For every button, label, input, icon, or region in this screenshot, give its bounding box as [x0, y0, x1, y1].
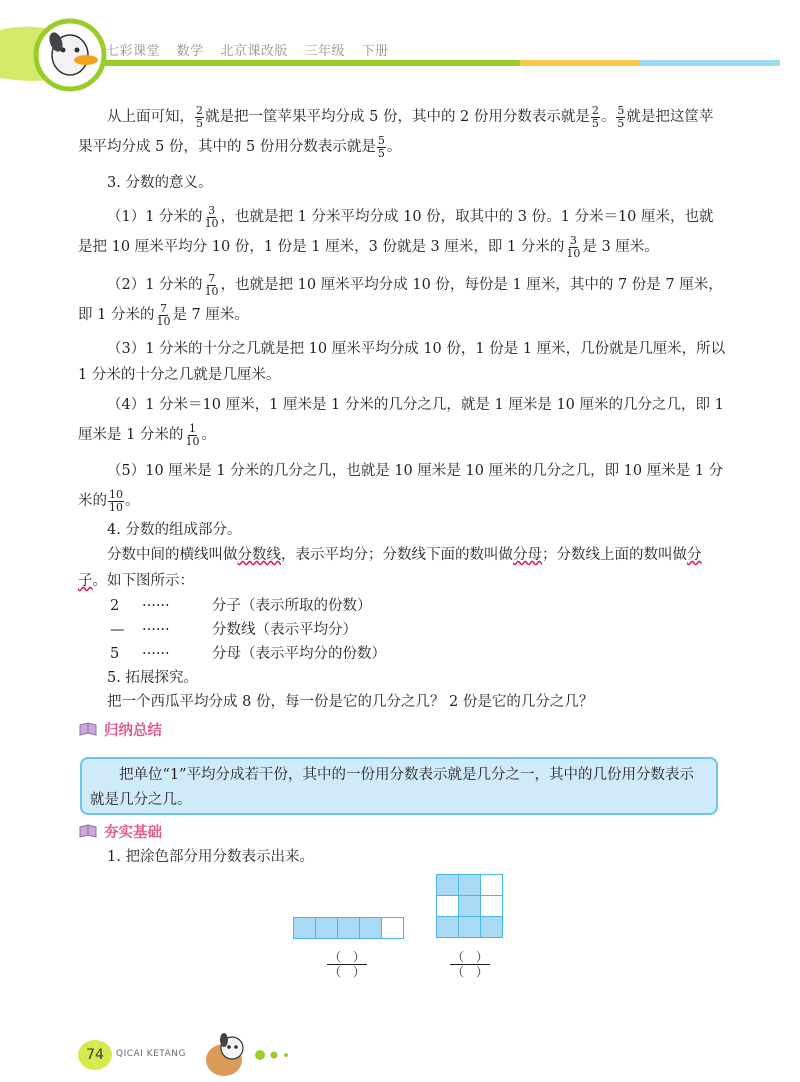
fraction [195, 105, 204, 130]
grid-cell [480, 916, 503, 938]
part-dots: ······ [142, 622, 170, 638]
book-icon [78, 823, 98, 839]
fraction [155, 303, 171, 328]
strip-cell [359, 917, 382, 939]
answer-blank-1 [327, 950, 367, 979]
numerator: 3 [569, 233, 577, 247]
fraction [616, 105, 625, 130]
section-3-item-5 [78, 456, 726, 516]
item-text: 。 [201, 427, 216, 443]
denominator: 10 [156, 314, 171, 328]
denominator: 5 [591, 116, 599, 130]
item-text: （2）1 分米的 [107, 277, 203, 293]
denominator: 10 [204, 216, 219, 230]
section-3-item-3: （3）1 分米的十分之几就是把 10 厘米平均分成 10 份，1 份是 1 厘米，几份就是几厘米，所以 1 分米的十分之几就是几厘米。 [78, 341, 726, 383]
basics-section [78, 818, 726, 870]
section-3-item-4 [78, 390, 726, 450]
part-description: 分母（表示平均分的份数） [212, 646, 386, 662]
grid-cell [436, 874, 459, 896]
item-text: ，也就是把 10 厘米平均分成 10 份，每份是 1 厘米，其中的 7 份是 7 厘米，即 1 分米的 [78, 277, 723, 323]
item-text: 。如下图所示： [92, 573, 194, 589]
header-series: 七彩课堂 [106, 44, 161, 59]
fraction-part-row [78, 642, 726, 666]
grid-cell [436, 895, 459, 917]
intro-text-1: 从上面可知， [107, 109, 194, 125]
section-5-question: 把一个西瓜平均分成 8 份，每一份是它的几分之几？ 2 份是它的几分之几？ [107, 694, 594, 710]
part-description: 分数线（表示平均分） [212, 622, 357, 638]
numerator: 7 [159, 301, 167, 315]
shape-strip [294, 917, 404, 939]
denominator: 10 [109, 500, 123, 514]
fraction [184, 423, 200, 448]
part-description: 分子（表示所取的份数） [212, 598, 372, 614]
numerator: 2 [591, 103, 599, 117]
numerator: 3 [208, 203, 216, 217]
page-header [0, 0, 800, 100]
item-text: ，也就是把 1 分米平均分成 10 份，取其中的 3 份。1 分米＝10 厘米，也就是把 10 厘米平均分 10 份，1 份是 1 厘米，3 份就是 3 厘米，即 1 分米的 [78, 209, 714, 255]
fraction-parts-list [78, 594, 726, 666]
item-text: （1）1 分米的 [107, 209, 203, 225]
fraction [591, 105, 600, 130]
summary-title: 归纳总结 [104, 722, 162, 739]
fraction [204, 273, 220, 298]
shape-square-grid [437, 875, 503, 938]
item-text: ，表示平均分；分数线下面的数叫做 [281, 547, 513, 563]
numerator: 7 [208, 271, 216, 285]
page-content [78, 100, 726, 742]
item-text: 。 [125, 493, 140, 509]
book-icon [78, 721, 98, 737]
denominator: 10 [185, 434, 200, 448]
intro-text-3: 。 [600, 109, 616, 125]
section-3-item-2 [78, 270, 726, 330]
mascot-illustration [198, 1030, 308, 1080]
section-3-title: 3. 分数的意义。 [107, 175, 213, 191]
item-text: （4）1 分米＝10 厘米，1 厘米是 1 分米的几分之几，就是 1 厘米是 10 厘米的几分之几，即 1 厘米是 1 分米的 [78, 397, 724, 443]
fraction-part-row [78, 618, 726, 642]
basics-question-1: 1. 把涂色部分用分数表示出来。 [107, 849, 314, 865]
grid-cell [480, 874, 503, 896]
numerator: 5 [617, 103, 625, 117]
part-dots: ······ [142, 598, 170, 614]
page-number: 74 [78, 1040, 112, 1070]
grid-cell [480, 895, 503, 917]
denominator: 5 [617, 116, 625, 130]
blank-numerator[interactable]: （ ） [451, 950, 488, 964]
strip-cell [337, 917, 360, 939]
fraction [377, 135, 386, 160]
item-text: （5）10 厘米是 1 分米的几分之几，也就是 10 厘米是 10 厘米的几分之几，即 10 厘米是 1 分米的 [78, 463, 724, 509]
grid-cell [436, 916, 459, 938]
grid-cell [458, 916, 481, 938]
strip-cell [293, 917, 316, 939]
header-grade: 三年级 [304, 44, 345, 59]
item-text: 是 3 厘米。 [582, 239, 659, 255]
summary-heading [78, 716, 726, 742]
numerator: 5 [377, 133, 385, 147]
summary-text: 把单位“1”平均分成若干份，其中的一份用分数表示就是几分之一，其中的几份用分数表示就是几分之几。 [90, 767, 695, 808]
part-symbol: 5 [110, 646, 120, 662]
section-4-title: 4. 分数的组成部分。 [107, 522, 242, 538]
blank-numerator[interactable]: （ ） [328, 950, 365, 964]
denominator: 10 [566, 246, 581, 260]
denominator: 5 [377, 146, 385, 160]
intro-text-5: 。 [386, 139, 402, 155]
item-text: ；分数线上面的数叫做 [542, 547, 687, 563]
numerator: 1 [188, 421, 196, 435]
header-volume: 下册 [361, 44, 389, 59]
fraction-part-row [78, 594, 726, 618]
header-subject: 数学 [176, 44, 204, 59]
strip-cell [315, 917, 338, 939]
footer-brand: QICAI KETANG [116, 1049, 186, 1059]
grid-cell [458, 895, 481, 917]
section-4-text [78, 542, 726, 594]
item-text: 分数中间的横线叫做 [107, 547, 238, 563]
basics-title: 夯实基础 [104, 824, 162, 841]
denominator: 5 [196, 116, 203, 130]
denominator: 10 [204, 284, 219, 298]
term-fraction-line: 分数线 [237, 547, 281, 563]
part-symbol: — [110, 622, 125, 638]
header-title [106, 40, 401, 59]
item-text: 是 7 厘米。 [172, 307, 249, 323]
term-numerator: 分子 [78, 547, 702, 589]
section-5-title: 5. 拓展探究。 [107, 670, 198, 686]
section-3-item-1 [78, 202, 726, 262]
summary-box [80, 757, 718, 815]
grid-cell [458, 874, 481, 896]
blank-denominator[interactable]: （ ） [328, 965, 365, 979]
numerator: 10 [109, 487, 123, 501]
fraction [204, 205, 220, 230]
header-edition: 北京课改版 [220, 44, 288, 59]
numerator: 2 [196, 103, 203, 117]
intro-text-2: 就是把一筐苹果平均分成 5 份，其中的 2 份用分数表示就是 [205, 109, 590, 125]
part-symbol: 2 [110, 598, 120, 614]
intro-paragraph [78, 102, 726, 162]
strip-cell [381, 917, 404, 939]
blank-denominator[interactable]: （ ） [451, 965, 488, 979]
fraction [565, 235, 581, 260]
fraction [108, 489, 124, 514]
term-denominator: 分母 [513, 547, 542, 563]
intro-text-4: 就是把这筐苹果平均分成 5 份，其中的 5 份用分数表示就是 [78, 109, 714, 155]
part-dots: ······ [142, 646, 170, 662]
basics-heading [78, 818, 726, 844]
answer-blank-2 [450, 950, 490, 979]
